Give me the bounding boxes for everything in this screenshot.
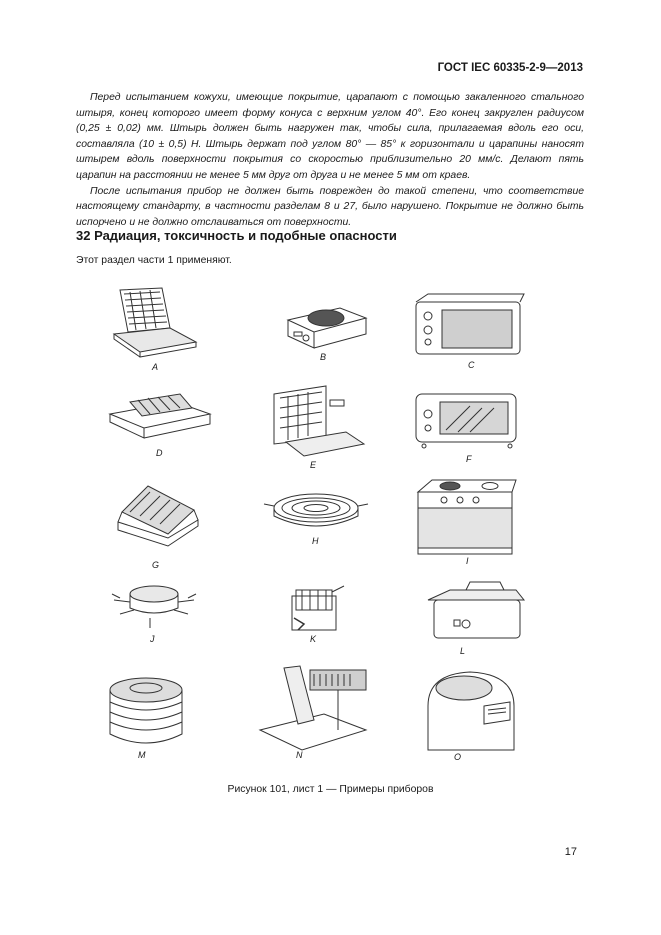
- label-l: L: [460, 646, 466, 656]
- label-i: I: [466, 556, 469, 566]
- appliance-c: [410, 292, 530, 384]
- paragraph-2: После испытания прибор не должен быть поврежден до такой степени, что соответствие настоящему стандарту, в частности разделам 8 и 27, было нарушено. Покрытие не должно быть испорчено и не должно отслаиваться от поверхности.: [76, 185, 584, 228]
- appliance-n: [254, 660, 374, 760]
- figure-caption: Рисунок 101, лист 1 — Примеры приборов: [227, 784, 434, 795]
- appliance-figure: [90, 282, 580, 762]
- appliance-k: [282, 580, 402, 672]
- appliance-b: [280, 296, 400, 388]
- appliance-d: [100, 388, 220, 480]
- body-text: [76, 90, 584, 230]
- appliance-f: [410, 386, 530, 478]
- section-note: Этот раздел части 1 применяют.: [76, 255, 232, 266]
- label-g: G: [152, 560, 160, 570]
- label-j: J: [150, 634, 155, 644]
- paragraph-1: Перед испытанием кожухи, имеющие покрытие, царапают с помощью закаленного стального штыря, конец которого имеет форму конуса с верхним углом 40°. Его конец закруглен радиусом (0,25 ± 0,02) мм. Штырь должен быть нагружен так, чтобы сила, прилагаемая вдоль его оси, составляла (10 ± 0,5) Н. Штырь держат под углом 80° — 85° к горизонтали и царапины наносят штырем вдоль поверхности покрытия со скоростью приблизительно 20 мм/с. Делают пять царапин на расстоянии не менее 5 мм друг от друга и не менее 5 мм от краев.: [76, 92, 584, 181]
- label-b: B: [320, 352, 327, 362]
- label-a: A: [152, 362, 159, 372]
- label-f: F: [466, 454, 472, 464]
- appliance-j: [100, 580, 220, 672]
- appliance-i: [412, 478, 532, 570]
- appliance-g: [100, 482, 220, 574]
- label-m: M: [138, 750, 146, 760]
- label-d: D: [156, 448, 163, 458]
- label-o: O: [454, 752, 462, 762]
- label-h: H: [312, 536, 319, 546]
- appliance-e: [266, 382, 386, 474]
- label-k: K: [310, 634, 317, 644]
- appliance-l: [426, 576, 546, 668]
- page-number: 17: [564, 846, 577, 858]
- section-title: 32 Радиация, токсичность и подобные опасности: [76, 228, 397, 243]
- appliance-h: [262, 488, 382, 580]
- label-n: N: [296, 750, 303, 760]
- label-c: C: [468, 360, 475, 370]
- appliance-o: [420, 666, 540, 762]
- appliance-m: [102, 672, 222, 764]
- appliance-a: [100, 282, 220, 374]
- label-e: E: [310, 460, 317, 470]
- standard-header: ГОСТ IEC 60335-2-9—2013: [437, 62, 583, 74]
